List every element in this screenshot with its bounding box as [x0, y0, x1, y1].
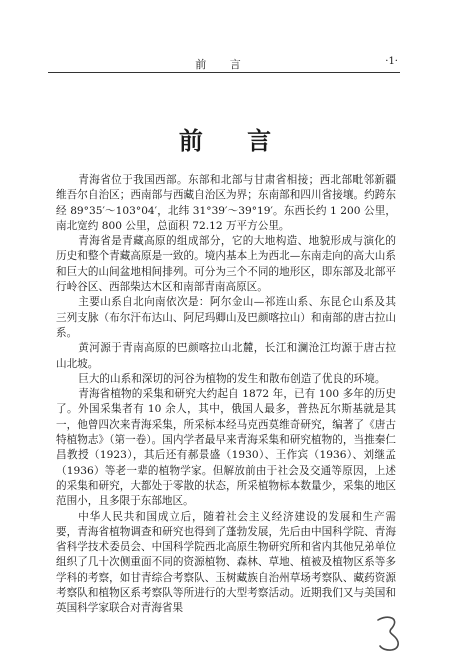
paragraph: 巨大的山系和深切的河谷为植物的发生和散布创造了优良的环境。 — [78, 372, 386, 385]
chapter-title: 前 言 — [178, 126, 290, 155]
paragraph: 主要山系自北向南依次是：阿尔金山—祁连山系、东昆仑山系及其三列支脉（布尔汗布达山、阿尼玛卿山及巴颜喀拉山）和南部的唐古拉山系。 — [56, 296, 396, 339]
running-title: 前 言 — [195, 58, 251, 71]
body-text — [56, 173, 396, 617]
paragraph: 中华人民共和国成立后，随着社会主义经济建设的发展和生产需要，青海省植物调查和研究也得到了蓬勃发展，先后由中国科学院、青海省科学技术委员会、中国科学院西北高原生物研究所和省内其他兄弟单位组织了几十次侧重面不同的资源植物、森林、草地、植被及植物区系等多学科的考察，如甘青综合考察队、玉树藏族自治州草场考察队、藏药资源考察队和植物区系考察队等所进行的大型考察活动。近期我们又与美国和英国科学家联合对青海省果 — [56, 510, 396, 615]
paragraph: 青海省植物的采集和研究大约起自 1872 年，已有 100 多年的历史了。外国采集者有 10 余人，其中，俄国人最多，普热瓦尔斯基就是其一，他曾四次来青海采集，所采标本经马克西莫维奇研究，编著了《唐古特植物志》（第一卷）。国内学者最早来青海采集和研究植物的，当推秦仁昌教授（1923），其后还有郝景盛（1930）、王作宾（1936）、刘继孟（1936）等老一辈的植物学家。但解放前由于社会及交通等原因，上述的采集和研究，大都处于零散的状态，所采植物标本数量少，采集的地区范围小，且多限于东部地区。 — [56, 388, 396, 508]
handwritten-pencil-mark — [370, 612, 410, 654]
paragraph: 青海省位于我国西部。东部和北部与甘肃省相接；西北部毗邻新疆维吾尔自治区；西南部与西藏自治区为界；东南部和四川省接壤。约跨东经 89°35′～103°04′，北纬 31°39′～39°19′。东西长约 1 200 公里，南北宽约 800 公里，总面积 72.12 万平方公里。 — [56, 174, 396, 232]
paragraph: 黄河源于青南高原的巴颜喀拉山北麓，长江和澜沧江均源于唐古拉山北坡。 — [56, 342, 396, 370]
header-rule — [48, 72, 400, 73]
paragraph: 青海省是青藏高原的组成部分，它的大地构造、地貌形成与演化的历史和整个青藏高原是一致的。境内基本上为西北—东南走向的高大山系和巨大的山间盆地相间排列。可分为三个不同的地形区，即东部及北部平行岭谷区、西部柴达木区和南部青南高原区。 — [56, 235, 396, 294]
running-header — [48, 56, 398, 72]
page-number: ·1· — [385, 56, 398, 67]
